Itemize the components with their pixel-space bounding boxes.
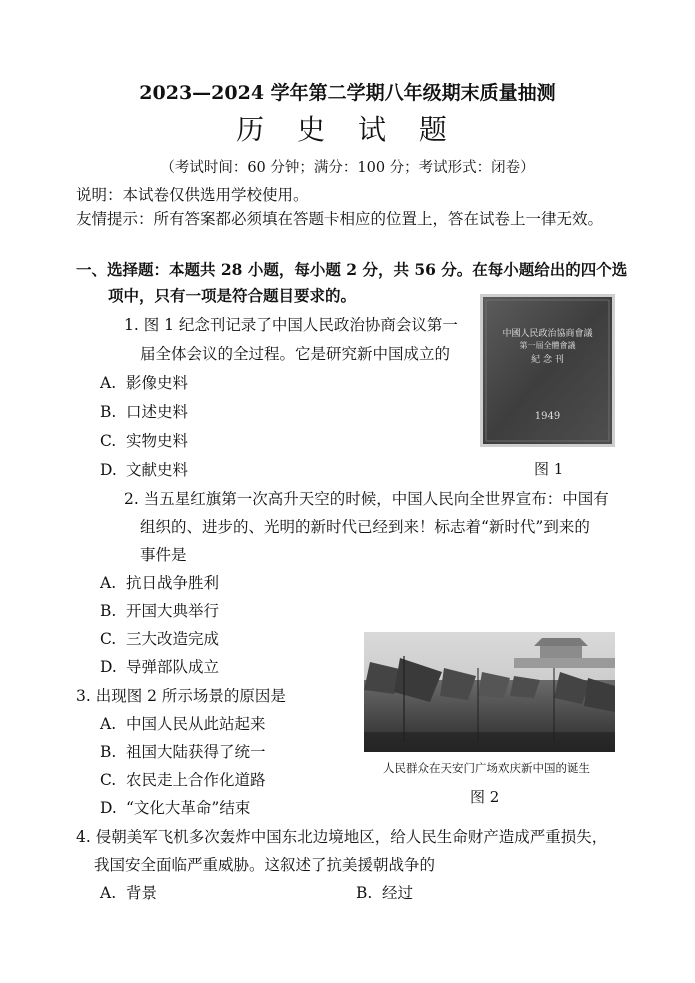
- question-1-stem-line1: 1. 图 1 纪念刊记录了中国人民政治协商会议第一: [124, 316, 458, 334]
- exam-title: 2023—2024 学年第二学期八年级期末质量抽测: [139, 82, 556, 104]
- question-2-option-a[interactable]: A. 抗日战争胜利: [100, 574, 220, 592]
- section-heading-line2: 项中，只有一项是符合题目要求的。: [108, 286, 357, 305]
- cover-line-1: 中國人民政治協商會議: [502, 329, 593, 339]
- subject-title: 历 史 试 题: [236, 113, 459, 146]
- question-1-stem-line2: 届全体会议的全过程。它是研究新中国成立的: [140, 345, 451, 363]
- question-1-option-b[interactable]: B. 口述史料: [100, 403, 189, 421]
- question-2-option-c[interactable]: C. 三大改造完成: [100, 630, 220, 648]
- cover-year: 1949: [534, 411, 561, 422]
- question-2-option-d[interactable]: D. 导弹部队成立: [100, 658, 220, 676]
- exam-info: （考试时间：60 分钟；满分：100 分；考试形式：闭卷）: [160, 160, 535, 176]
- question-1-option-a[interactable]: A. 影像史料: [100, 374, 189, 392]
- question-3-stem: 3. 出现图 2 所示场景的原因是: [76, 687, 286, 705]
- question-1-option-c[interactable]: C. 实物史料: [100, 432, 189, 450]
- question-4-stem-line2: 我国安全面临严重威胁。这叙述了抗美援朝战争的: [94, 856, 436, 874]
- figure-2-photo-caption: 人民群众在天安门广场欢庆新中国的诞生: [383, 761, 590, 775]
- question-2-stem-line3: 事件是: [140, 546, 187, 564]
- question-3-option-b[interactable]: B. 祖国大陆获得了统一: [100, 743, 266, 761]
- photo-svg: [364, 632, 615, 752]
- figure-2-caption: 图 2: [470, 788, 500, 806]
- cover-line-2: 第一屆全體會議: [519, 341, 576, 350]
- question-2-stem-line1: 2. 当五星红旗第一次高升天空的时候，中国人民向全世界宣布：中国有: [124, 490, 609, 508]
- usage-note: 说明：本试卷仅供选用学校使用。: [76, 186, 309, 204]
- figure-1-caption: 图 1: [534, 460, 564, 478]
- figure-2-photo: [364, 632, 615, 752]
- section-heading-line1: 一、选择题：本题共 28 小题，每小题 2 分，共 56 分。在每小题给出的四个选: [76, 260, 628, 279]
- question-3-option-a[interactable]: A. 中国人民从此站起来: [100, 715, 266, 733]
- question-4-option-a[interactable]: A. 背景: [100, 884, 158, 902]
- question-3-option-d[interactable]: D. “文化大革命”结束: [100, 799, 251, 817]
- question-2-stem-line2: 组织的、进步的、光明的新时代已经到来！标志着“新时代”到来的: [140, 518, 590, 536]
- question-4-option-b[interactable]: B. 经过: [356, 884, 414, 902]
- question-2-option-b[interactable]: B. 开国大典举行: [100, 602, 220, 620]
- question-4-stem-line1: 4. 侵朝美军飞机多次轰炸中国东北边境地区，给人民生命财产造成严重损失，: [76, 828, 608, 846]
- question-3-option-c[interactable]: C. 农民走上合作化道路: [100, 771, 266, 789]
- friendly-tip: 友情提示：所有答案都必须填在答题卡相应的位置上，答在试卷上一律无效。: [76, 210, 604, 228]
- cover-svg: [480, 294, 615, 447]
- cover-line-3: 紀 念 刊: [531, 355, 564, 365]
- figure-1-cover-image: [480, 294, 615, 447]
- question-1-option-d[interactable]: D. 文献史料: [100, 461, 189, 479]
